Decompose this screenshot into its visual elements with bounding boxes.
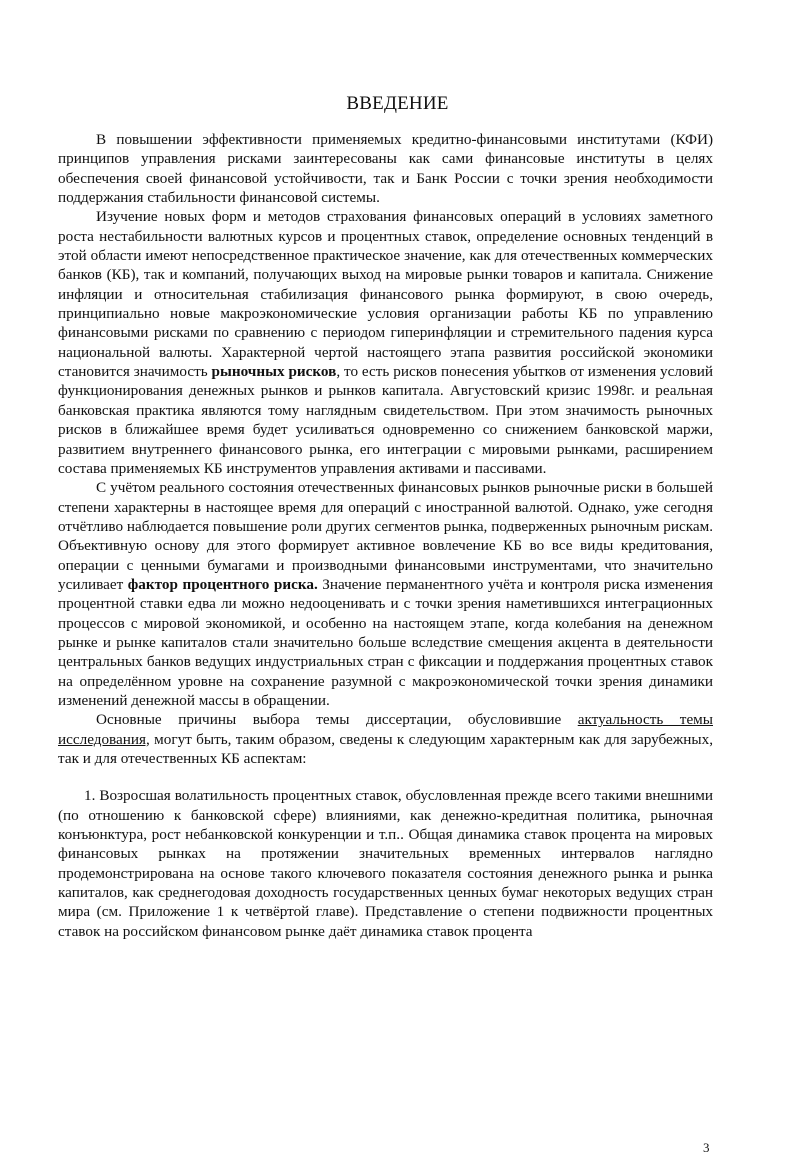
bold-term-market-risks: рыночных рисков (211, 363, 337, 381)
paragraph-text: , то есть рисков понесения убытков от изменения условий функционирования денежных рынков и рынков капитала. Августовский кризис 1998г. и реальная банковская практика являются тому наглядным свидетельством. При этом значимость рыночных рисков в ближайшее время будет усиливаться одновременно со снижением банковской маржи, развитием внутреннего финансового рынка, его интеграции с мировыми рынками, расширением состава применяемых КБ инструментов управления активами и пассивами. (58, 363, 713, 477)
paragraph-relevance (58, 710, 713, 768)
list-item-1: 1. Возросшая волатильность процентных ставок, обусловленная прежде всего такими внешними (по отношению к банковской сфере) влияниями, как денежно-кредитная политика, рыночная конъюнктура, рост небанковской конкуренции и т.п.. Общая динамика ставок процента на мировых финансовых рынках на протяжении значительных временных интервалов наглядно продемонстрирована на основе такого ключевого показателя состояния денежного рынка и рынка капиталов, как среднегодовая доходность государственных ценных бумаг некоторых ведущих стран мира (см. Приложение 1 к четвёртой главе). Представление о степени подвижности процентных ставок на российском финансовом рынке даёт динамика ставок процента (58, 787, 713, 940)
page-number: 3 (703, 1140, 710, 1155)
paragraph-text: Значение перманентного учёта и контроля риска изменения процентной ставки едва ли можно недооценивать и с точки зрения наметившихся интеграционных процессов с мировой экономикой, и особенно на настоящем этапе, когда колебания на денежном рынке и рынке капиталов стали значительно больше вследствие смещения акцента в деятельности центральных банков ведущих индустриальных стран с фиксации и поддержания процентных ставок на определённом уровне на сохранение разумной с макроэкономической точки зрения динамики изменений денежной массы в обращении. (58, 575, 713, 709)
bold-term-interest-risk: фактор процентного риска. (127, 575, 318, 593)
paragraph-text: могут быть, таким образом, сведены к следующим характерным как для зарубежных, так и для отечественных КБ аспектам: (58, 730, 713, 767)
paragraph-text: Изучение новых форм и методов страхования финансовых операций в условиях заметного роста нестабильности валютных курсов и процентных ставок, определение основных тенденций в этой области имеют непосредственное практическое значение, как для отечественных коммерческих банков (КБ), так и компаний, получающих выход на мировые рынки товаров и капитала. Снижение инфляции и относительная стабилизация финансового рынка формируют, в свою очередь, принципиально новые макроэкономические условия организации работы КБ по управлению финансовыми рисками по сравнению с периодом гиперинфляции и стремительного падения курса национальной валюты. Характерной чертой настоящего этапа развития российской экономики становится значимость (58, 208, 713, 381)
page-title: ВВЕДЕНИЕ (346, 93, 449, 114)
paragraph-text: С учётом реального состояния отечественных финансовых рынков рыночные риски в большей степени характерны в настоящее время для операций с иностранной валютой. Однако, уже сегодня отчётливо наблюдается повышение роли других сегментов рынка, подверженных рыночным рискам. Объективную основу для этого формирует активное вовлечение КБ во все виды кредитования, операции с ценными бумагами и производными финансовыми инструментами, что значительно усиливает (58, 479, 713, 593)
underlined-term-relevance: актуальность темы исследования, (58, 711, 713, 748)
paragraph-interest-risk (58, 478, 713, 710)
document-body (58, 130, 713, 941)
paragraph-intro: В повышении эффективности применяемых кредитно-финансовыми институтами (КФИ) принципов управления рисками заинтересованы как сами финансовые институты в целях обеспечения своей финансовой устойчивости, так и Банк России с точки зрения необходимости поддержания стабильности финансовой системы. (58, 131, 713, 207)
paragraph-market-risks (58, 207, 713, 478)
paragraph-text: Основные причины выбора темы диссертации, обусловившие (96, 711, 578, 729)
